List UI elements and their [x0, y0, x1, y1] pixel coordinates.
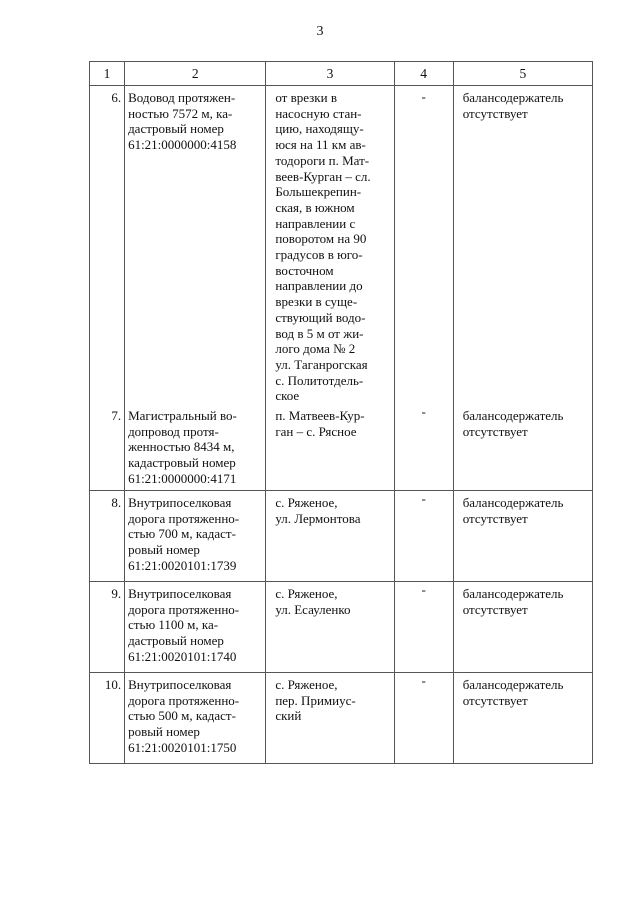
page-number: 3	[316, 24, 324, 39]
balance-holder: балансодержатель отсутствует	[453, 404, 592, 491]
col4-value: -	[394, 86, 453, 405]
header-col-3: 3	[266, 62, 394, 86]
balance-holder: балансодержатель отсутствует	[453, 582, 592, 673]
row-number: 6.	[90, 86, 125, 405]
col4-value: -	[394, 673, 453, 764]
object-location: с. Ряженое, ул. Лермонтова	[266, 491, 394, 582]
object-description: Водовод протяжен- ностью 7572 м, ка- дастровый номер 61:21:0000000:4158	[125, 86, 266, 405]
header-col-2: 2	[125, 62, 266, 86]
table-row	[90, 491, 593, 582]
header-col-1: 1	[90, 62, 125, 86]
col4-value: -	[394, 491, 453, 582]
property-registry-table	[89, 61, 593, 764]
balance-holder: балансодержатель отсутствует	[453, 673, 592, 764]
table-row	[90, 404, 593, 491]
col4-value: -	[394, 404, 453, 491]
object-description: Внутрипоселковая дорога протяженно- стью 1100 м, ка- дастровый номер 61:21:0020101:1740	[125, 582, 266, 673]
header-row	[90, 62, 593, 86]
table-row	[90, 673, 593, 764]
header-col-4: 4	[394, 62, 453, 86]
row-number: 10.	[90, 673, 125, 764]
object-description: Магистральный во- допровод протя- женностью 8434 м, кадастровый номер 61:21:0000000:4171	[125, 404, 266, 491]
row-number: 9.	[90, 582, 125, 673]
header-col-5: 5	[453, 62, 592, 86]
balance-holder: балансодержатель отсутствует	[453, 491, 592, 582]
object-location: п. Матвеев-Кур- ган – с. Рясное	[266, 404, 394, 491]
table-row	[90, 582, 593, 673]
table-row	[90, 86, 593, 405]
balance-holder: балансодержатель отсутствует	[453, 86, 592, 405]
row-number: 7.	[90, 404, 125, 491]
row-number: 8.	[90, 491, 125, 582]
object-description: Внутрипоселковая дорога протяженно- стью 500 м, кадаст- ровый номер 61:21:0020101:1750	[125, 673, 266, 764]
object-description: Внутрипоселковая дорога протяженно- стью 700 м, кадаст- ровый номер 61:21:0020101:1739	[125, 491, 266, 582]
col4-value: -	[394, 582, 453, 673]
object-location: с. Ряженое, ул. Есауленко	[266, 582, 394, 673]
object-location: с. Ряженое, пер. Примиус- ский	[266, 673, 394, 764]
object-location: от врезки в насосную стан- цию, находящу- юся на 11 км ав- тодороги п. Мат- веев-Курган – сл. Большекрепин- ская, в южном направлении с поворотом на 90 градусов в юго- восточном направлении до врезки в суще- ствующий водо- вод в 5 м от жи- лого дома № 2 ул. Таганрогская с. Политотдель- ское	[266, 86, 394, 405]
